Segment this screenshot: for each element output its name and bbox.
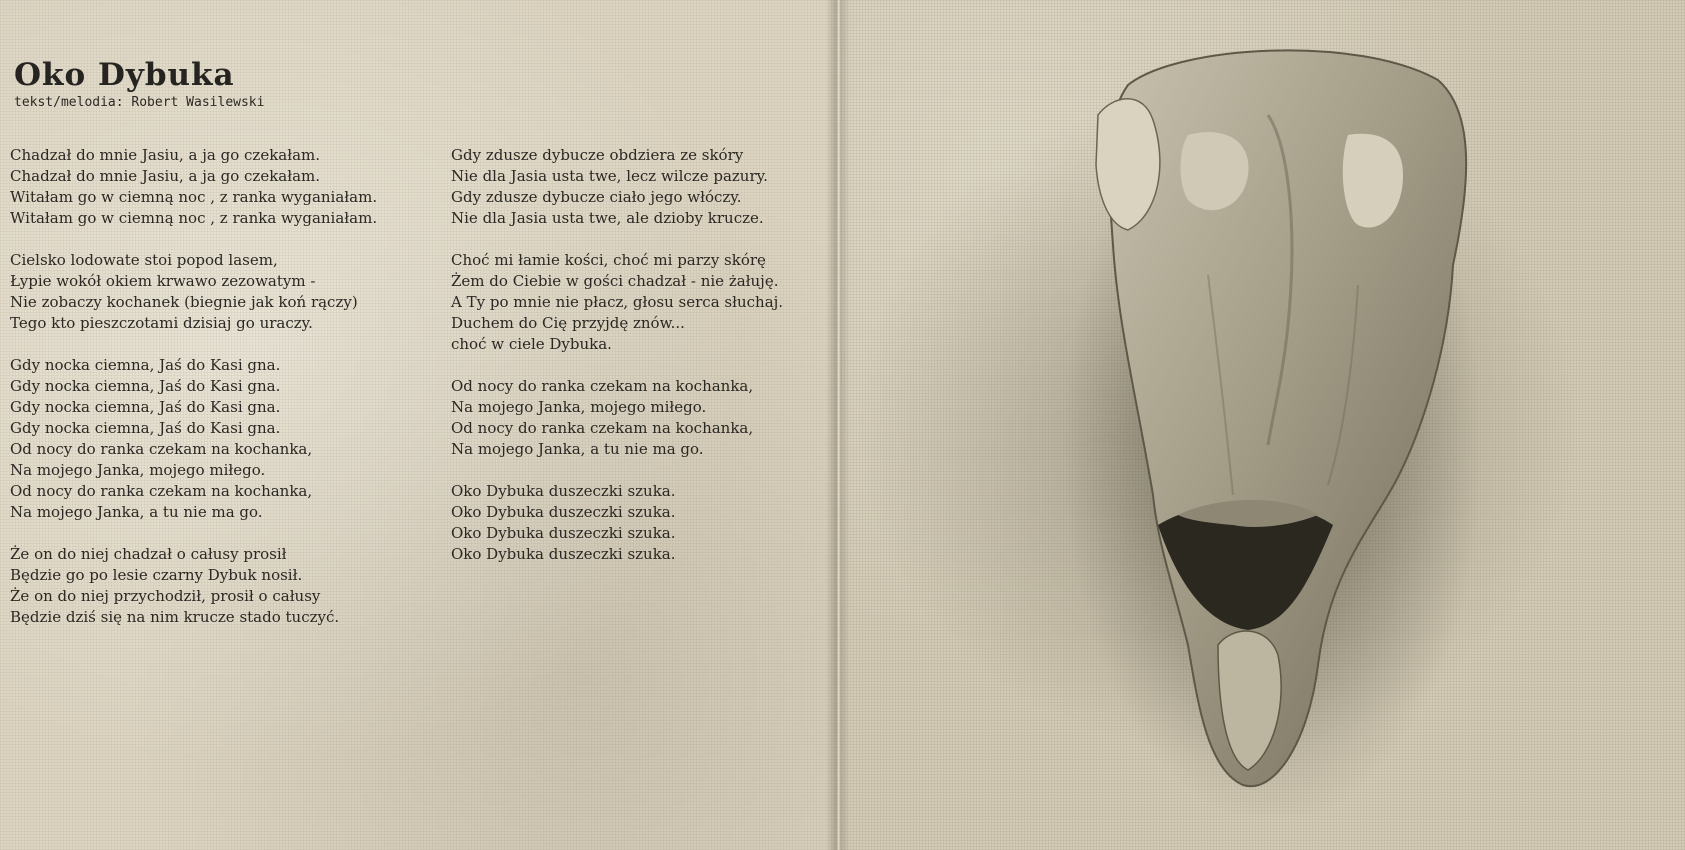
wooden-mask-illustration [1058,25,1478,815]
lyric-line: Nie zobaczy kochanek (biegnie jak koń rączy) [10,293,358,311]
stanza [10,250,377,334]
lyric-line: Gdy zdusze dybucze obdziera ze skóry [451,146,744,164]
lyric-line: Witałam go w ciemną noc , z ranka wyganiałam. [10,188,378,206]
stanza [10,355,377,523]
lyric-line: Gdy nocka ciemna, Jaś do Kasi gna. [10,419,281,437]
lyric-line: A Ty po mnie nie płacz, głosu serca słuchaj. [451,293,784,311]
lyric-line: Od nocy do ranka czekam na kochanka, [451,377,754,395]
lyric-line: Gdy nocka ciemna, Jaś do Kasi gna. [10,377,281,395]
lyrics-column-right [451,145,783,586]
lyric-line: Że on do niej chadzał o całusy prosił [10,545,287,563]
stanza [451,250,783,355]
lyric-line: Oko Dybuka duszeczki szuka. [451,545,676,563]
lyric-line: Będzie dziś się na nim krucze stado tuczyć. [10,608,340,626]
lyric-line: Gdy nocka ciemna, Jaś do Kasi gna. [10,356,281,374]
lyric-line: Duchem do Cię przyjdę znów... [451,314,685,332]
lyric-line: Nie dla Jasia usta twe, ale dzioby krucze. [451,209,764,227]
lyrics-column-left [10,145,377,649]
lyric-line: Od nocy do ranka czekam na kochanka, [10,440,313,458]
lyric-line: Na mojego Janka, mojego miłego. [10,461,266,479]
song-title: Oko Dybuka [14,57,235,93]
song-credits: tekst/melodia: Robert Wasilewski [14,95,265,110]
booklet-gutter [826,0,850,850]
lyric-line: Choć mi łamie kości, choć mi parzy skórę [451,251,766,269]
lyric-line: Że on do niej przychodził, prosił o całusy [10,587,321,605]
illustration-page [838,0,1685,850]
lyric-line: Oko Dybuka duszeczki szuka. [451,503,676,521]
lyrics-page [0,0,838,850]
lyric-line: Cielsko lodowate stoi popod lasem, [10,251,278,269]
lyric-line: Gdy zdusze dybucze ciało jego włóczy. [451,188,742,206]
lyric-line: Tego kto pieszczotami dzisiaj go uraczy. [10,314,313,332]
stanza [451,481,783,565]
lyric-line: Witałam go w ciemną noc , z ranka wyganiałam. [10,209,378,227]
lyric-line: Nie dla Jasia usta twe, lecz wilcze pazury. [451,167,768,185]
stanza [451,145,783,229]
lyric-line: Oko Dybuka duszeczki szuka. [451,524,676,542]
stanza [451,376,783,460]
stanza [10,145,377,229]
lyric-line: Od nocy do ranka czekam na kochanka, [451,419,754,437]
lyric-line: Na mojego Janka, a tu nie ma go. [451,440,704,458]
lyric-line: Na mojego Janka, a tu nie ma go. [10,503,263,521]
lyric-line: Od nocy do ranka czekam na kochanka, [10,482,313,500]
lyric-line: Żem do Ciebie w gości chadzał - nie żałuję. [451,272,779,290]
stanza [10,544,377,628]
lyric-line: Na mojego Janka, mojego miłego. [451,398,707,416]
lyric-line: Gdy nocka ciemna, Jaś do Kasi gna. [10,398,281,416]
lyric-line: Chadzał do mnie Jasiu, a ja go czekałam. [10,146,321,164]
lyric-line: Chadzał do mnie Jasiu, a ja go czekałam. [10,167,321,185]
lyric-line: Łypie wokół okiem krwawo zezowatym - [10,272,316,290]
lyric-line: choć w ciele Dybuka. [451,335,612,353]
lyric-line: Oko Dybuka duszeczki szuka. [451,482,676,500]
lyric-line: Będzie go po lesie czarny Dybuk nosił. [10,566,303,584]
